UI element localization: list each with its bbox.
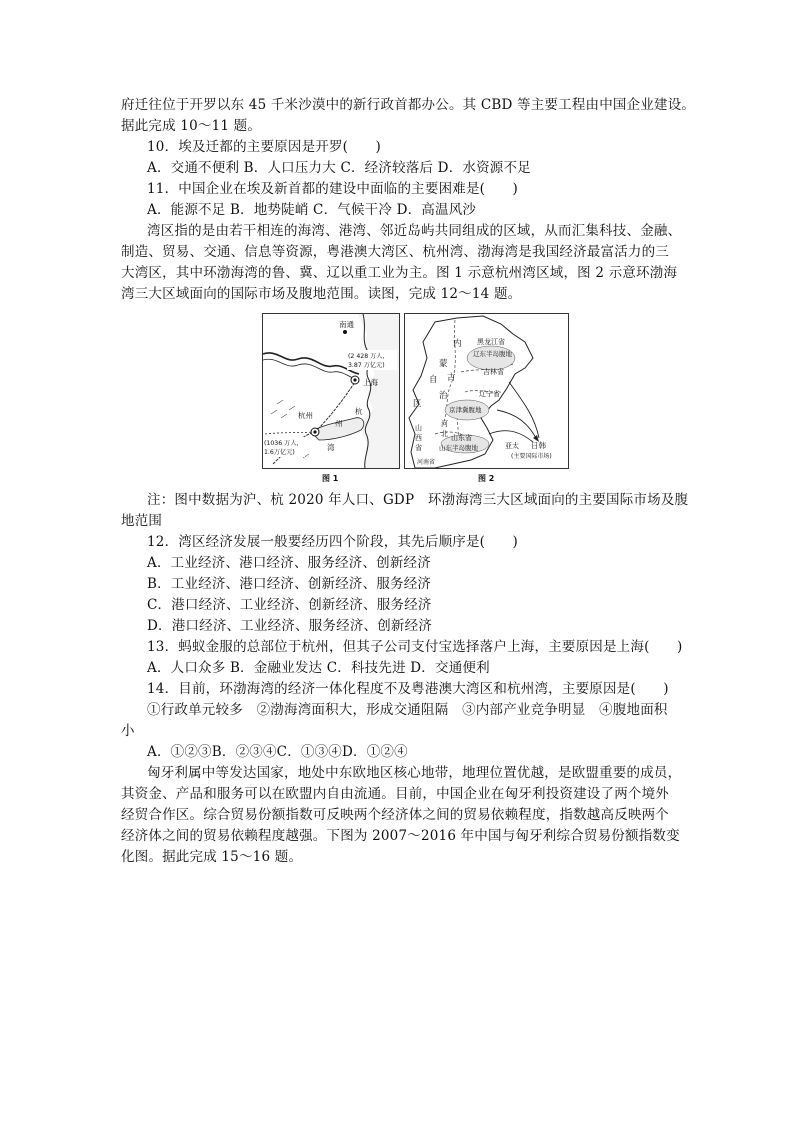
- figure-1-caption: 图 1: [322, 474, 339, 483]
- text-line: 匈牙利属中等发达国家，地处中东欧地区核心地带，地理位置优越，是欧盟重要的成员，: [147, 765, 682, 781]
- label-qu: 区: [413, 399, 422, 409]
- text-line: 其资金、产品和服务可以在欧盟内自由流通。目前，中国企业在匈牙利投资建设了两个境外: [121, 786, 669, 802]
- question-14-statements: ①行政单元较多 ②渤海湾面积大，形成交通阻隔 ③内部产业竞争明显 ④腹地面积: [147, 702, 668, 718]
- label-bei: 北: [441, 430, 448, 438]
- option-a: A．工业经济、港口经济、服务经济、创新经济: [147, 555, 431, 571]
- label-nantong: 南通: [339, 320, 354, 329]
- text-line: 制造、贸易、交通、信息等资源，粤港澳大湾区、杭州湾、渤海湾是我国经济最富活力的三: [121, 244, 669, 260]
- label-henan: 河南省: [417, 459, 436, 466]
- label-shan: 山: [415, 424, 422, 432]
- question-10: 10．埃及迁都的主要原因是开罗( ): [147, 139, 382, 155]
- figure-2-caption: 图 2: [478, 474, 495, 483]
- label-hangzhou-population: (1036 万人，: [264, 440, 303, 447]
- option-d: D．港口经济、工业经济、服务经济、创新经济: [147, 618, 433, 634]
- text-line: 府迁往位于开罗以东 45 千米沙漠中的新行政首都办公。其 CBD 等主要工程由中国企业建设。: [121, 97, 696, 113]
- question-11: 11．中国企业在埃及新首都的建设中面临的主要困难是( ): [147, 181, 519, 197]
- label-main-market: (主要国际市场): [511, 453, 552, 460]
- text-line: 经贸合作区。综合贸易份额指数可反映两个经济体之间的贸易依赖程度，指数越高反映两个: [121, 807, 669, 823]
- label-he: 河: [441, 420, 448, 428]
- text-line: 化图。据此完成 15～16 题。: [121, 849, 303, 865]
- figure-2-map: [404, 313, 569, 469]
- label-bay-hang: 杭: [355, 407, 363, 416]
- text-line: 据此完成 10～11 题。: [121, 118, 262, 134]
- text-line: 湾区指的是由若干相连的海湾、港湾、邻近岛屿共同组成的区域，从而汇集科技、金融、: [147, 223, 682, 239]
- question-14-options: A．①②③B．②③④C．①③④D．①②④: [147, 744, 408, 760]
- label-meng: 蒙: [439, 359, 448, 369]
- label-zhi: 治: [439, 391, 448, 401]
- option-b: B．工业经济、港口经济、创新经济、服务经济: [147, 576, 432, 592]
- question-14-statements: 小: [121, 723, 135, 739]
- figure-group: [262, 313, 568, 488]
- question-11-options: A．能源不足 B．地势陡峭 C．气候干冷 D．高温风沙: [147, 202, 477, 218]
- option-c: C．港口经济、工业经济、创新经济、服务经济: [147, 597, 432, 613]
- label-sheng: 省: [415, 444, 422, 452]
- label-shanghai-gdp: 3.87 万亿元): [348, 362, 385, 369]
- question-13-options: A．人口众多 B．金融业发达 C．科技先进 D．交通便利: [147, 660, 490, 676]
- label-rihan: 日韩: [531, 441, 546, 450]
- label-hangzhou: 杭州: [298, 411, 313, 420]
- label-jilin: 吉林省: [483, 368, 504, 376]
- figure-1-map: [262, 313, 400, 469]
- label-liaoning: 辽宁省: [479, 390, 500, 398]
- label-shanghai: 上海: [363, 378, 378, 387]
- question-12: 12．湾区经济发展一般要经历四个阶段，其先后顺序是( ): [147, 534, 519, 550]
- label-xi: 西: [415, 434, 422, 442]
- text-line: 湾三大区域面向的国际市场及腹地范围。读图，完成 12～14 题。: [121, 286, 522, 302]
- figure-note: 注：图中数据为沪、杭 2020 年人口、GDP 环渤海湾三大区域面向的主要国际市场及腹: [147, 492, 689, 508]
- label-bay-zhou: 州: [335, 419, 343, 428]
- label-gu: 古: [447, 373, 456, 383]
- label-zi: 自: [429, 375, 438, 385]
- label-bay-wan: 湾: [327, 443, 335, 452]
- question-10-options: A．交通不便利 B．人口压力大 C．经济较落后 D．水资源不足: [147, 160, 531, 176]
- label-nei: 内: [453, 339, 462, 349]
- label-asia-pacific: 亚太: [505, 442, 519, 450]
- label-shanghai-population: (2 428 万人，: [348, 353, 389, 360]
- label-jingjinji-hinterland: 京津冀腹地: [449, 406, 482, 414]
- label-heilongjiang: 黑龙江省: [477, 338, 505, 346]
- label-liaodong-hinterland: 辽东半岛腹地: [473, 350, 512, 358]
- label-shandong-hinterland: 山东半岛腹地: [439, 444, 478, 452]
- label-hangzhou-gdp: 1.6万亿元): [264, 449, 295, 456]
- question-14: 14．目前，环渤海湾的经济一体化程度不及粤港澳大湾区和杭州湾，主要原因是( ): [147, 681, 669, 697]
- text-line: 经济体之间的贸易依赖程度越强。下图为 2007～2016 年中国与匈牙利综合贸易份额指数变: [121, 828, 680, 844]
- text-line: 大湾区，其中环渤海湾的鲁、冀、辽以重工业为主。图 1 示意杭州湾区域，图 2 示意环渤海: [121, 265, 678, 281]
- label-shandong: 山东省: [451, 434, 472, 442]
- question-13: 13．蚂蚁金服的总部位于杭州，但其子公司支付宝选择落户上海，主要原因是上海( ): [147, 639, 683, 655]
- figure-note: 地范围: [121, 513, 163, 529]
